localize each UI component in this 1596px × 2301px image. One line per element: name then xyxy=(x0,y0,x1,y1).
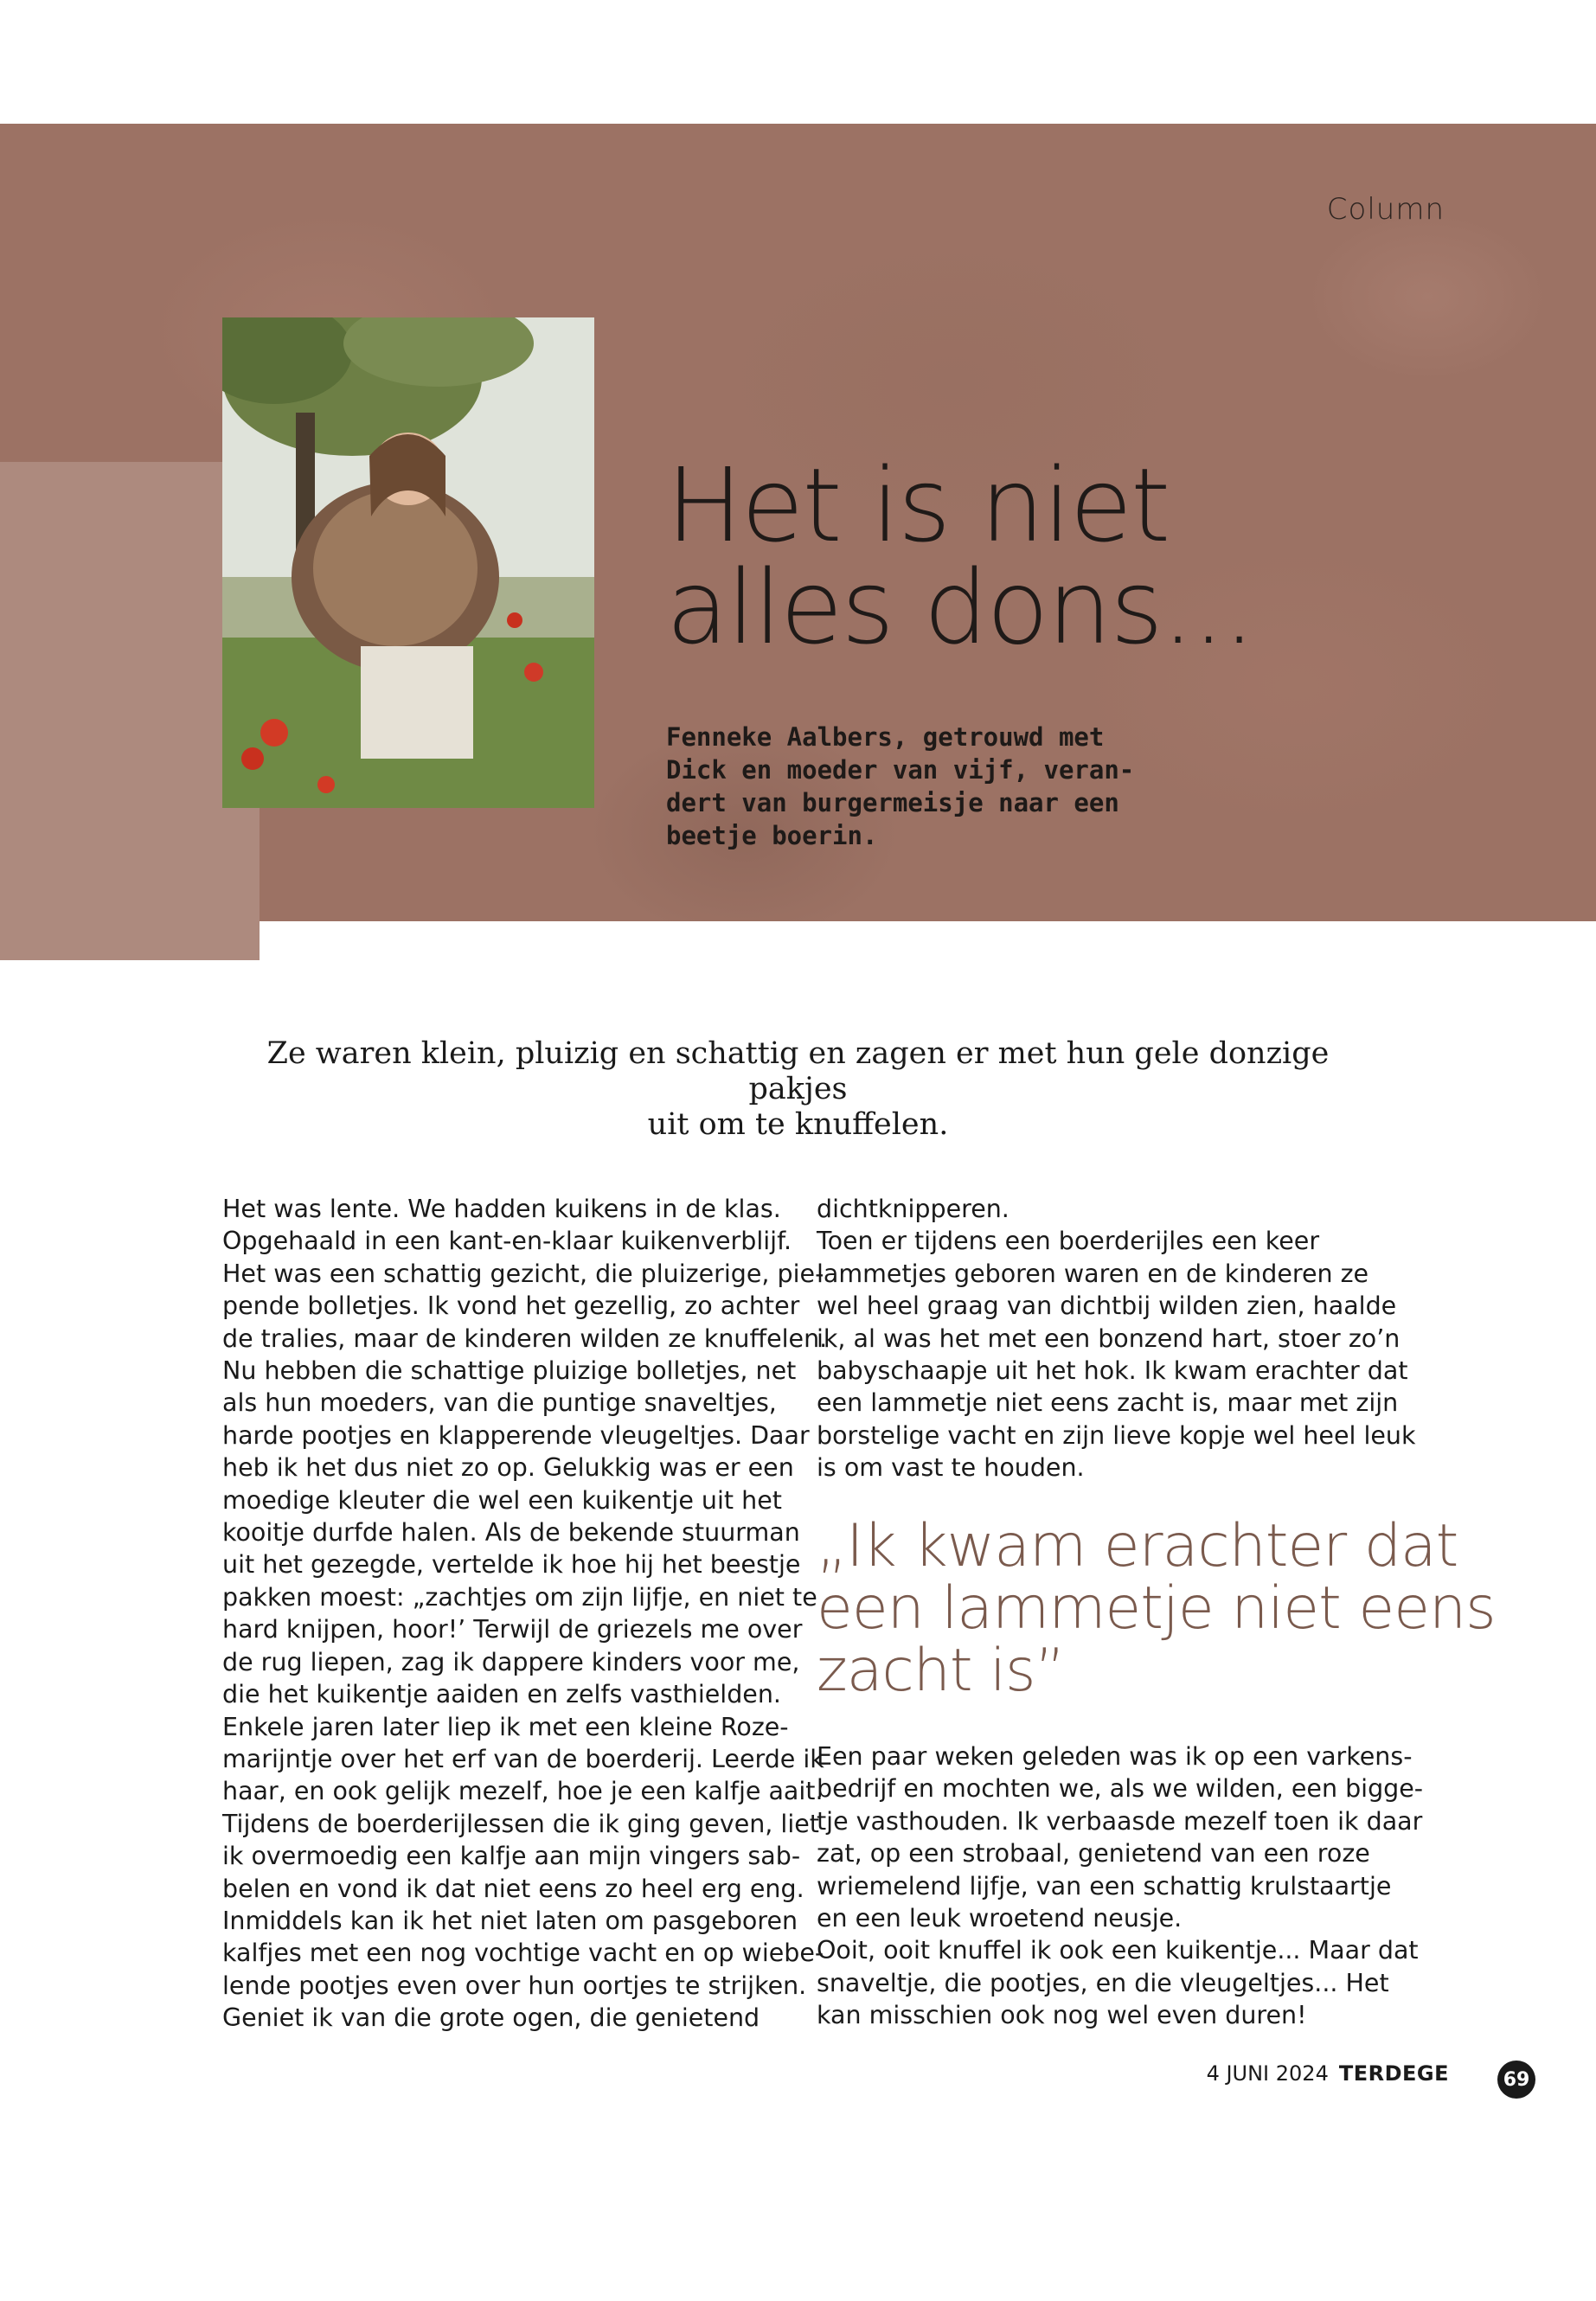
body-line: lammetjes geboren waren en de kinderen ze xyxy=(817,1259,1369,1288)
body-line: hard knijpen, hoor!’ Terwijl de griezels me over xyxy=(222,1615,803,1644)
body-line: moedige kleuter die wel een kuikentje uit het xyxy=(222,1485,782,1515)
decorative-block xyxy=(0,462,260,960)
bio-line: Dick en moeder van vijf, veran- xyxy=(666,755,1135,785)
body-line: is om vast te houden. xyxy=(817,1453,1085,1483)
body-line: uit het gezegde, vertelde ik hoe hij het beestje xyxy=(222,1550,801,1580)
bio-line: dert van burgermeisje naar een xyxy=(666,788,1119,817)
body-line: Tijdens de boerderijlessen die ik ging geven, liet xyxy=(222,1809,819,1838)
article-headline xyxy=(666,445,1358,667)
body-line: ik, al was het met een bonzend hart, stoer zo’n xyxy=(817,1324,1401,1353)
body-line: Het was een schattig gezicht, die pluizerige, pie- xyxy=(222,1259,824,1288)
pull-quote-line: „Ik kwam erachter dat xyxy=(817,1512,1458,1580)
body-line: borstelige vacht en zijn lieve kopje wel heel leuk xyxy=(817,1420,1416,1450)
body-line: wel heel graag van dichtbij wilden zien, haalde xyxy=(817,1292,1397,1321)
lead-line: uit om te knuffelen. xyxy=(647,1107,949,1142)
body-line: lende pootjes even over hun oortjes te strijken. xyxy=(222,1971,807,2000)
body-line: de tralies, maar de kinderen wilden ze knuffelen. xyxy=(222,1324,828,1353)
body-line: als hun moeders, van die puntige snaveltjes, xyxy=(222,1388,777,1418)
author-photo xyxy=(222,317,594,808)
body-line: Het was lente. We hadden kuikens in de klas. xyxy=(222,1195,781,1223)
body-line: snaveltje, die pootjes, en die vleugeltjes... Het xyxy=(817,1968,1389,1997)
author-bio xyxy=(666,721,1220,852)
body-line: Enkele jaren later liep ik met een kleine Roze- xyxy=(222,1712,789,1741)
author-photo-illustration xyxy=(222,317,594,808)
issue-date: 4 JUNI 2024 xyxy=(1206,2061,1329,2086)
body-line: Nu hebben die schattige pluizige bolletjes, net xyxy=(222,1356,797,1386)
magazine-brand: TERDEGE xyxy=(1338,2061,1449,2086)
body-line: Opgehaald in een kant-en-klaar kuikenverblijf. xyxy=(222,1227,792,1256)
body-line: belen en vond ik dat niet eens zo heel erg eng. xyxy=(222,1874,804,1903)
page-number: 69 xyxy=(1497,2061,1535,2099)
body-line: marijntje over het erf van de boerderij. Leerde ik xyxy=(222,1744,824,1773)
body-line: heb ik het dus niet zo op. Gelukkig was er een xyxy=(222,1453,794,1483)
page-footer xyxy=(1207,2061,1449,2086)
lead-paragraph xyxy=(216,1036,1380,1143)
body-line: haar, en ook gelijk mezelf, hoe je een kalfje aait. xyxy=(222,1777,824,1806)
body-line: Een paar weken geleden was ik op een varkens- xyxy=(817,1742,1413,1771)
body-line: en een leuk wroetend neusje. xyxy=(817,1904,1183,1933)
body-line: kooitje durfde halen. Als de bekende stuurman xyxy=(222,1518,800,1548)
pull-quote-line: een lammetje niet eens xyxy=(817,1574,1496,1643)
body-line: Inmiddels kan ik het niet laten om pasgeboren xyxy=(222,1906,798,1935)
body-line: een lammetje niet eens zacht is, maar met zijn xyxy=(817,1388,1399,1418)
body-line: wriemelend lijfje, van een schattig krulstaartje xyxy=(817,1871,1392,1900)
body-column-right-top xyxy=(817,1193,1416,1484)
body-line: babyschaapje uit het hok. Ik kwam erachter dat xyxy=(817,1356,1408,1386)
body-line: tje vasthouden. Ik verbaasde mezelf toen ik daar xyxy=(817,1806,1423,1836)
body-column-left xyxy=(222,1193,828,2035)
body-line: Geniet ik van die grote ogen, die genietend xyxy=(222,2003,760,2033)
body-line: pende bolletjes. Ik vond het gezellig, zo achter xyxy=(222,1292,800,1321)
body-line: de rug liepen, zag ik dappere kinders voor me, xyxy=(222,1647,800,1676)
headline-line: Het is niet xyxy=(666,445,1170,565)
body-column-right-bottom xyxy=(817,1740,1424,2032)
body-line: Toen er tijdens een boerderijles een keer xyxy=(817,1227,1320,1256)
section-label: Column xyxy=(1326,192,1445,227)
body-line: pakken moest: „zachtjes om zijn lijfje, en niet te xyxy=(222,1582,817,1612)
body-line: bedrijf en mochten we, als we wilden, een bigge- xyxy=(817,1774,1424,1804)
headline-line: alles dons... xyxy=(666,548,1254,667)
body-line: harde pootjes en klapperende vleugeltjes. Daar xyxy=(222,1420,810,1450)
body-line: kalfjes met een nog vochtige vacht en op wiebe- xyxy=(222,1939,824,1968)
body-line: Ooit, ooit knuffel ik ook een kuikentje... Maar dat xyxy=(817,1936,1419,1965)
lead-line: Ze waren klein, pluizig en schattig en zagen er met hun gele donzige pakjes xyxy=(266,1036,1330,1106)
bio-line: Fenneke Aalbers, getrouwd met xyxy=(666,722,1105,752)
body-line: zat, op een strobaal, genietend van een roze xyxy=(817,1839,1370,1868)
body-line: die het kuikentje aaiden en zelfs vasthielden. xyxy=(222,1680,781,1709)
pull-quote xyxy=(817,1512,1496,1705)
bio-line: beetje boerin. xyxy=(666,821,878,850)
body-line: dichtknipperen. xyxy=(817,1195,1010,1223)
body-line: ik overmoedig een kalfje aan mijn vingers sab- xyxy=(222,1842,801,1871)
body-line: kan misschien ook nog wel even duren! xyxy=(817,2001,1307,2030)
pull-quote-line: zacht is” xyxy=(817,1637,1065,1705)
